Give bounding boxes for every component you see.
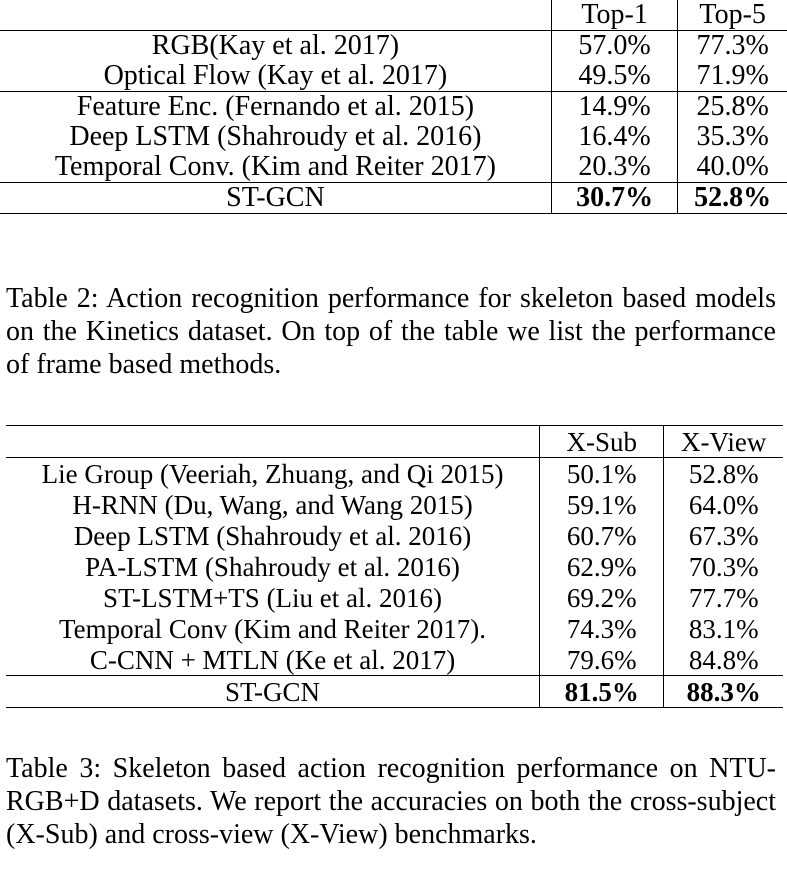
method-cell: H-RNN (Du, Wang, and Wang 2015) [72,489,473,520]
method-cell: Deep LSTM (Shahroudy et al. 2016) [73,520,472,551]
top5-cell: 25.8% [678,92,787,123]
top1-cell: 49.5% [551,61,677,92]
xview-cell: 52.8% [664,458,783,490]
top5-cell: 77.3% [678,31,787,62]
method-cell: Temporal Conv (Kim and Reiter 2017). [59,613,487,644]
table-header-row [6,426,783,458]
method-cell: PA-LSTM (Shahroudy et al. 2016) [85,551,460,582]
header-method [6,426,540,458]
xview-cell: 83.1% [664,613,783,644]
top5-cell: 35.3% [678,122,787,152]
table-2-caption: Table 2: Action recognition performance for skeleton based models on the Kinetics dataset. On top of the table we list the performance of frame based methods. [6,283,776,380]
method-cell: Lie Group (Veeriah, Zhuang, and Qi 2015) [6,458,540,490]
table-3 [6,425,783,708]
table-row [6,520,783,551]
table-header-row [0,0,787,31]
xsub-cell: 69.2% [540,582,664,613]
table-row-final [0,183,787,214]
header-top1: Top-1 [551,0,677,31]
method-cell: ST-GCN [6,676,540,708]
xsub-cell: 62.9% [540,551,664,582]
table-2 [0,0,787,214]
table-row [0,61,787,92]
method-cell: Optical Flow (Kay et al. 2017) [103,60,448,91]
top1-cell: 30.7% [551,183,677,214]
top5-cell: 40.0% [678,152,787,183]
method-cell: Deep LSTM (Shahroudy et al. 2016) [69,121,482,152]
table-row [6,489,783,520]
header-method [0,0,551,31]
method-cell: Feature Enc. (Fernando et al. 2015) [0,92,551,123]
method-cell: ST-GCN [0,183,551,214]
xsub-cell: 50.1% [540,458,664,490]
table-row [6,582,783,613]
top1-cell: 14.9% [551,92,677,123]
method-cell: RGB(Kay et al. 2017) [0,31,551,62]
xsub-cell: 79.6% [540,644,664,676]
xsub-cell: 74.3% [540,613,664,644]
xview-cell: 77.7% [664,582,783,613]
xview-cell: 88.3% [664,676,783,708]
table-row [6,458,783,490]
top5-cell: 71.9% [678,61,787,92]
top1-cell: 16.4% [551,122,677,152]
xsub-cell: 59.1% [540,489,664,520]
xview-cell: 70.3% [664,551,783,582]
table-row [6,551,783,582]
top1-cell: 20.3% [551,152,677,183]
table-3-caption: Table 3: Skeleton based action recognition performance on NTU-RGB+D datasets. We report the accuracies on both the cross-subject (X-Sub) and cross-view (X-View) benchmarks. [6,753,776,850]
top5-cell: 52.8% [678,183,787,214]
table-row-final [6,676,783,708]
table-row [0,31,787,62]
method-cell: C-CNN + MTLN (Ke et al. 2017) [89,644,456,675]
xsub-cell: 81.5% [540,676,664,708]
xsub-cell: 60.7% [540,520,664,551]
method-cell: ST-LSTM+TS (Liu et al. 2016) [103,582,443,613]
header-xview: X-View [664,426,783,458]
table-row [0,122,787,152]
top1-cell: 57.0% [551,31,677,62]
xview-cell: 64.0% [664,489,783,520]
table-row [6,644,783,676]
method-cell: Temporal Conv. (Kim and Reiter 2017) [54,151,496,182]
xview-cell: 67.3% [664,520,783,551]
xview-cell: 84.8% [664,644,783,676]
table-row [0,152,787,183]
header-xsub: X-Sub [540,426,664,458]
table-row [6,613,783,644]
table-row [0,92,787,123]
header-top5: Top-5 [678,0,787,31]
